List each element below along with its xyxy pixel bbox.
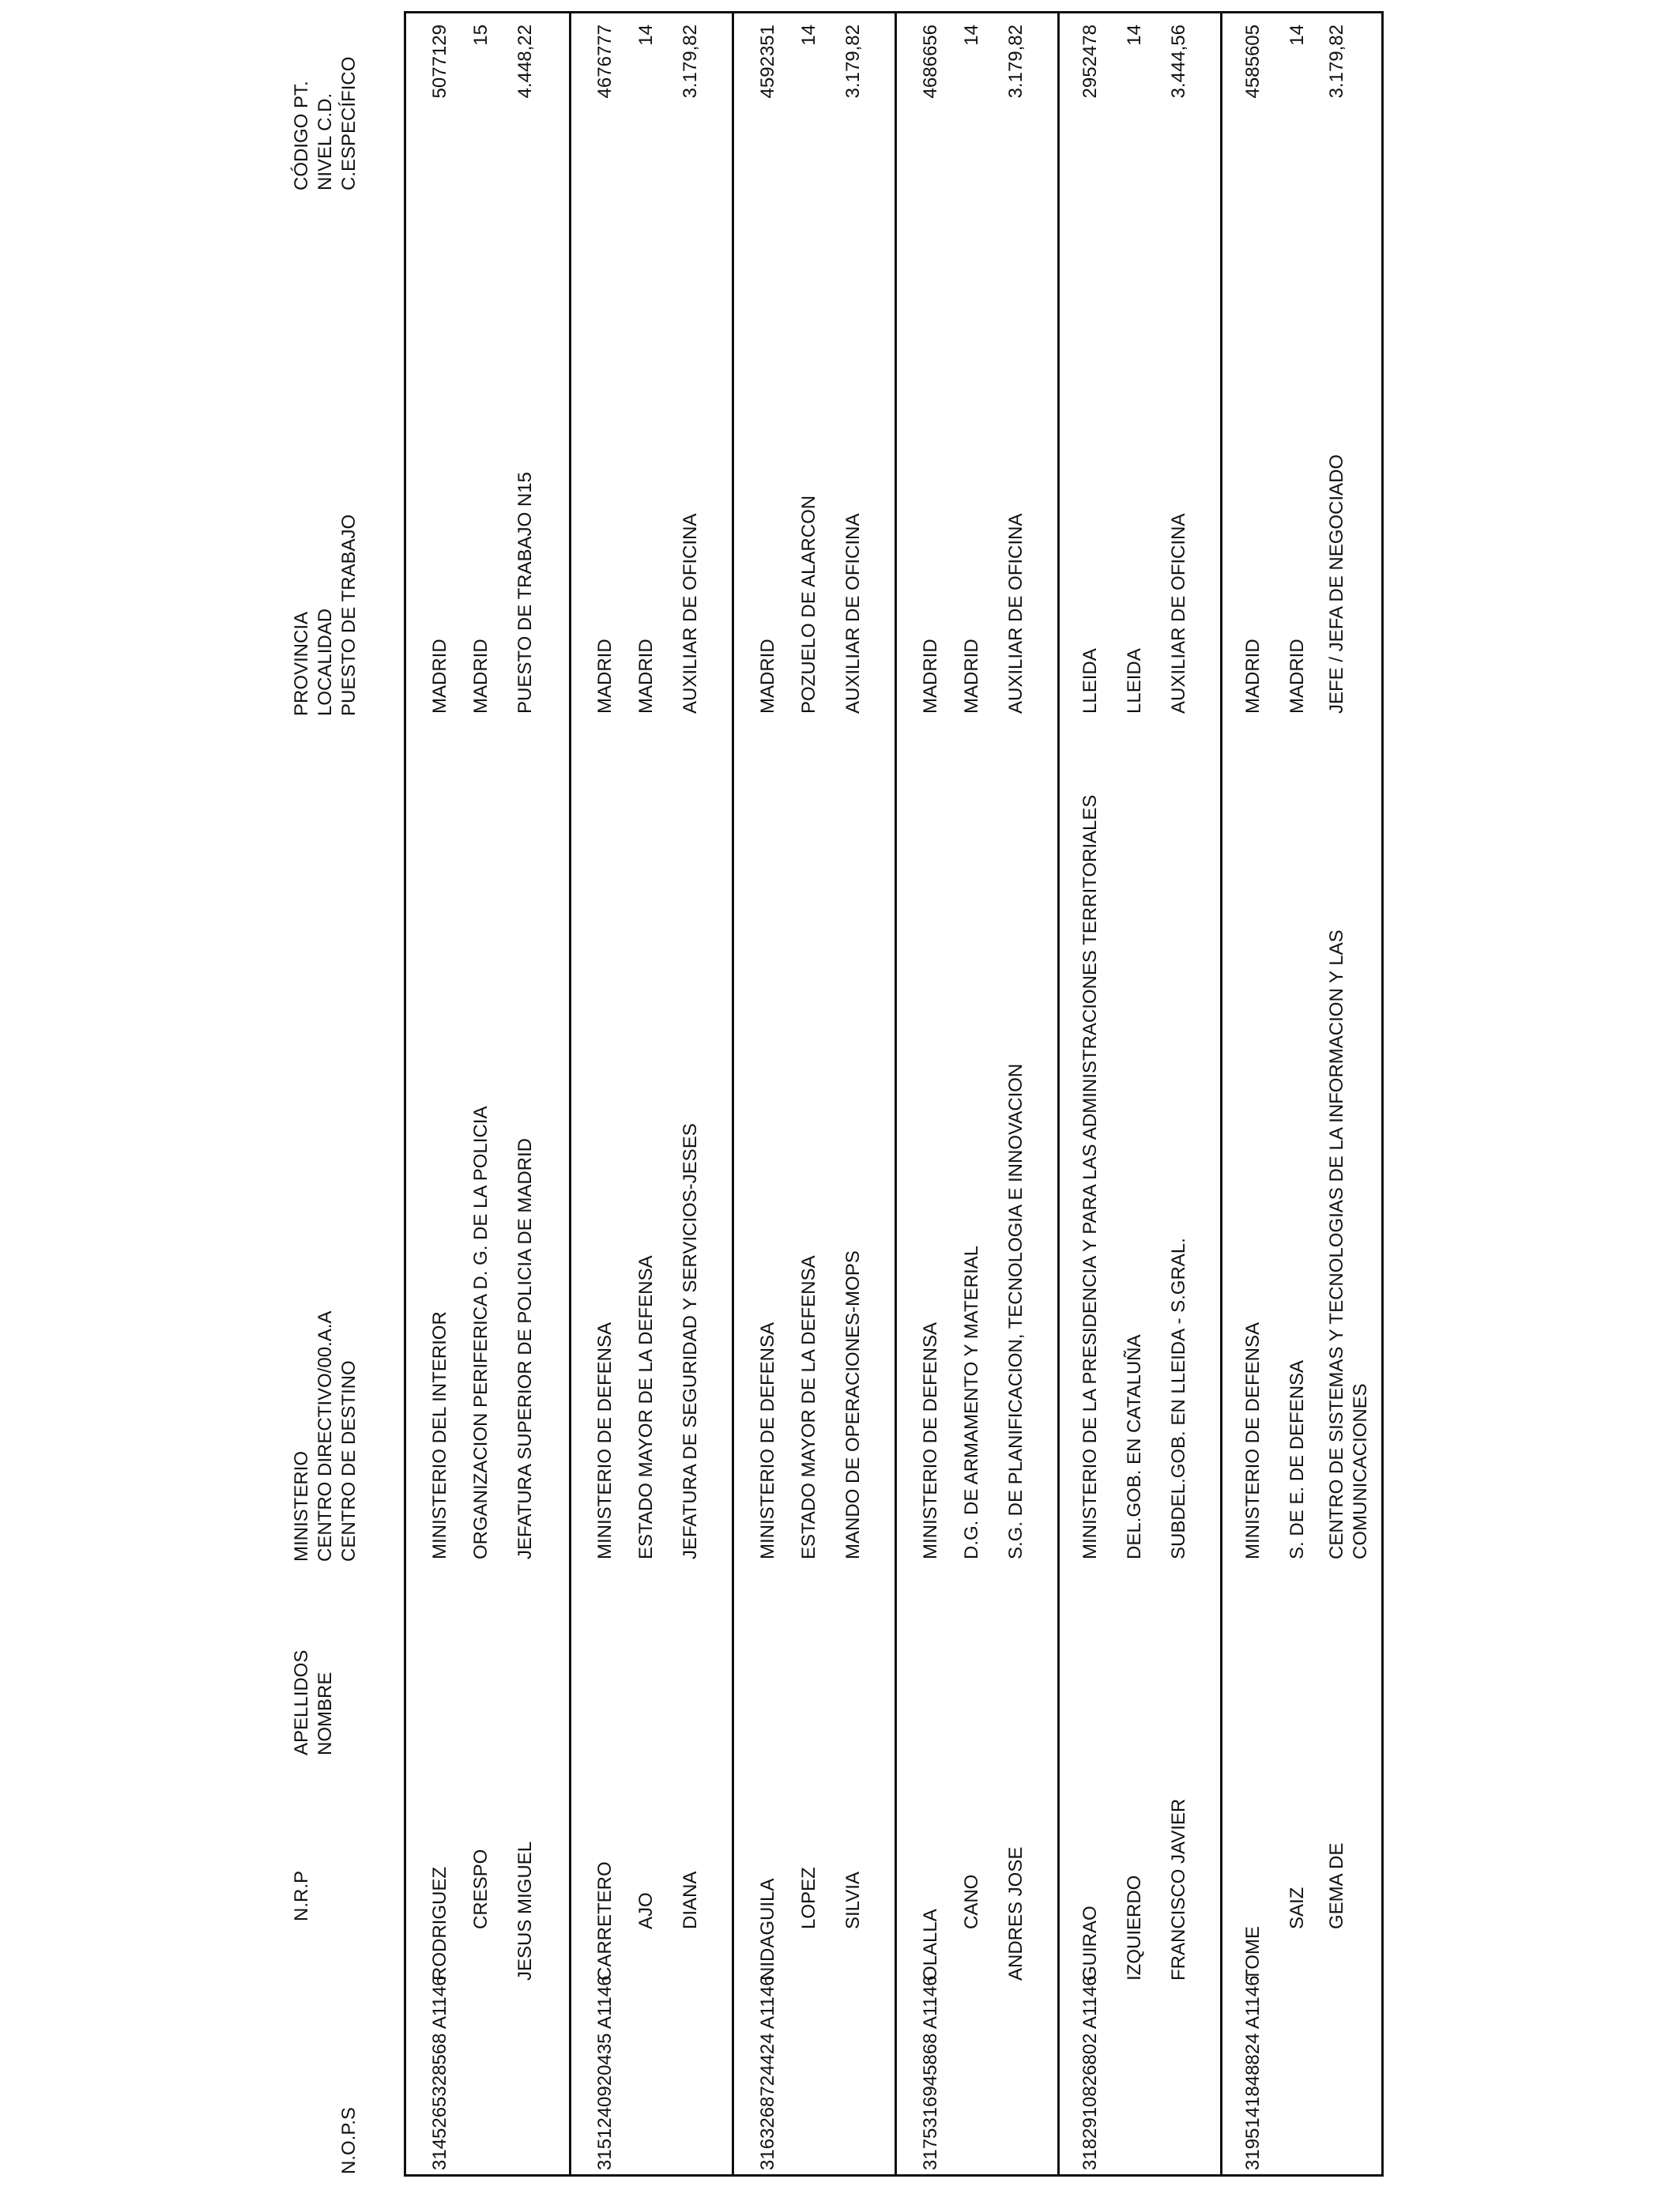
record-nrp: 5265328568 A1146 <box>429 1975 450 2139</box>
record-localidad: MADRID <box>961 639 982 714</box>
record-puesto: AUXILIAR DE OFICINA <box>680 513 701 714</box>
record-nivel: 14 <box>798 25 819 46</box>
record-provincia: LLEIDA <box>1079 648 1101 714</box>
record-provincia: MADRID <box>920 639 941 714</box>
record-especifico: 3.179,82 <box>1005 25 1026 99</box>
record-nombre: DIANA <box>680 1871 701 1929</box>
record-nops: 317 <box>920 2138 941 2170</box>
record-apellido1: RODRIGUEZ <box>429 1867 450 1981</box>
record-nops: 316 <box>757 2138 778 2170</box>
record-apellido2: CRESPO <box>470 1849 492 1929</box>
record-apellido1: CARRETERO <box>594 1861 616 1981</box>
record-apellido2: AJO <box>635 1892 657 1929</box>
record-centro-destino: SUBDEL.GOB. EN LLEIDA - S.GRAL. <box>1168 1238 1189 1559</box>
record-provincia: MADRID <box>757 639 778 714</box>
record-apellido2: CANO <box>961 1874 982 1929</box>
header-codigo <box>290 57 361 190</box>
record-apellido2: SAIZ <box>1286 1887 1308 1929</box>
record-nrp: 3268724424 A1146 <box>757 1975 778 2139</box>
record-nombre: JESUS MIGUEL <box>514 1841 536 1981</box>
record-provincia: MADRID <box>594 639 616 714</box>
record-nops: 315 <box>594 2138 616 2170</box>
header-nops <box>290 2107 361 2174</box>
record-codigo: 4585605 <box>1242 25 1264 99</box>
record-localidad: MADRID <box>635 639 657 714</box>
record-apellido1: TOME <box>1242 1926 1264 1981</box>
record-centro-destino: JEFATURA SUPERIOR DE POLICIA DE MADRID <box>514 1138 536 1559</box>
header-especifico-label: C.ESPECÍFICO <box>338 56 360 190</box>
record-ministerio: MINISTERIO DE LA PRESIDENCIA Y PARA LAS ADMINISTRACIONES TERRITORIALES <box>1079 794 1101 1559</box>
record-provincia: MADRID <box>1242 639 1264 714</box>
header-nrp <box>290 1871 314 1921</box>
header-nops-label: N.O.P.S <box>338 2107 360 2174</box>
record-localidad: MADRID <box>470 639 492 714</box>
record-centro-directivo: ESTADO MAYOR DE LA DEFENSA <box>798 1255 819 1559</box>
record-provincia: MADRID <box>429 639 450 714</box>
record-nops: 319 <box>1242 2138 1264 2170</box>
header-centro-destino-label: CENTRO DE DESTINO <box>338 1360 360 1562</box>
record-puesto: AUXILIAR DE OFICINA <box>1005 513 1026 714</box>
header-ministerio-label: MINISTERIO <box>291 1450 312 1562</box>
record-ministerio: MINISTERIO DE DEFENSA <box>594 1321 616 1559</box>
record-314 <box>406 13 569 2174</box>
record-centro-destino: JEFATURA DE SEGURIDAD Y SERVICIOS-JESES <box>680 1123 701 1559</box>
record-localidad: LLEIDA <box>1124 648 1145 714</box>
record-315 <box>569 13 732 2174</box>
header-apellidos-label: APELLIDOS <box>291 1649 312 1755</box>
record-317 <box>895 13 1057 2174</box>
record-apellido2: LOPEZ <box>798 1867 819 1929</box>
header-puesto-label: PUESTO DE TRABAJO <box>338 514 360 716</box>
record-especifico: 3.444,56 <box>1168 25 1189 99</box>
record-nivel: 14 <box>1124 25 1145 46</box>
record-nops: 314 <box>429 2138 450 2170</box>
record-especifico: 4.448,22 <box>514 25 536 99</box>
record-apellido1: OLALLA <box>920 1909 941 1981</box>
record-nrp: 1240920435 A1146 <box>594 1975 616 2139</box>
record-localidad: POZUELO DE ALARCON <box>798 495 819 714</box>
record-codigo: 2952478 <box>1079 25 1101 99</box>
header-provincia-label: PROVINCIA <box>291 611 312 716</box>
header-apellidos <box>290 1650 337 1755</box>
record-nombre: FRANCISCO JAVIER <box>1168 1798 1189 1981</box>
header-localidad-label: LOCALIDAD <box>315 608 336 716</box>
record-centro-destino: S.G. DE PLANIFICACION, TECNOLOGIA E INNOVACION <box>1005 1063 1026 1559</box>
record-nrp: 2910826802 A1146 <box>1079 1975 1101 2139</box>
record-codigo: 4676777 <box>594 25 616 99</box>
record-nrp: 5316945868 A1146 <box>920 1975 941 2139</box>
record-nops: 318 <box>1079 2138 1101 2170</box>
header-codigo-label: CÓDIGO PT. <box>291 81 312 190</box>
record-apellido2: IZQUIERDO <box>1124 1875 1145 1981</box>
records-table <box>404 11 1384 2177</box>
record-puesto: JEFE / JEFA DE NEGOCIADO <box>1326 454 1347 714</box>
record-nivel: 14 <box>635 25 657 46</box>
record-apellido1: NIDAGUILA <box>757 1878 778 1981</box>
record-puesto: AUXILIAR DE OFICINA <box>842 513 864 714</box>
header-nivel-label: NIVEL C.D. <box>315 92 336 190</box>
record-especifico: 3.179,82 <box>842 25 864 99</box>
record-localidad: MADRID <box>1286 639 1308 714</box>
header-nrp-label: N.R.P <box>291 1870 312 1921</box>
record-centro-directivo: D.G. DE ARMAMENTO Y MATERIAL <box>961 1246 982 1559</box>
record-ministerio: MINISTERIO DE DEFENSA <box>757 1321 778 1559</box>
record-codigo: 5077129 <box>429 25 450 99</box>
record-puesto: AUXILIAR DE OFICINA <box>1168 513 1189 714</box>
record-puesto: PUESTO DE TRABAJO N15 <box>514 472 536 714</box>
record-especifico: 3.179,82 <box>1326 25 1347 99</box>
record-318 <box>1057 13 1220 2174</box>
record-nombre: ANDRES JOSE <box>1005 1846 1026 1981</box>
header-centro-directivo-label: CENTRO DIRECTIVO/00.A.A <box>315 1310 336 1562</box>
record-especifico: 3.179,82 <box>680 25 701 99</box>
record-316 <box>732 13 895 2174</box>
record-centro-directivo: DEL.GOB. EN CATALUÑA <box>1124 1334 1145 1559</box>
record-centro-destino: MANDO DE OPERACIONES-MOPS <box>842 1250 864 1559</box>
record-centro-destino: CENTRO DE SISTEMAS Y TECNOLOGIAS DE LA INFORMACION Y LAS COMUNICACIONES <box>1326 929 1371 1559</box>
record-ministerio: MINISTERIO DEL INTERIOR <box>429 1311 450 1559</box>
record-codigo: 4686656 <box>920 25 941 99</box>
record-ministerio: MINISTERIO DE DEFENSA <box>1242 1321 1264 1559</box>
record-centro-directivo: S. DE E. DE DEFENSA <box>1286 1359 1308 1559</box>
record-codigo: 4592351 <box>757 25 778 99</box>
header-ministerio <box>290 1311 361 1562</box>
record-centro-directivo: ESTADO MAYOR DE LA DEFENSA <box>635 1255 657 1559</box>
record-nombre: SILVIA <box>842 1872 864 1929</box>
header-provincia <box>290 515 361 716</box>
record-nivel: 14 <box>961 25 982 46</box>
header-nombre-label: NOMBRE <box>315 1672 336 1755</box>
record-319 <box>1220 13 1381 2174</box>
record-nivel: 15 <box>470 25 492 46</box>
record-nivel: 14 <box>1286 25 1308 46</box>
record-apellido1: GUIRAO <box>1079 1906 1101 1981</box>
record-ministerio: MINISTERIO DE DEFENSA <box>920 1321 941 1559</box>
record-centro-directivo: ORGANIZACION PERIFERICA D. G. DE LA POLICIA <box>470 1106 492 1559</box>
record-nombre: GEMA DE <box>1326 1842 1347 1929</box>
record-nrp: 5141848824 A1146 <box>1242 1975 1264 2139</box>
